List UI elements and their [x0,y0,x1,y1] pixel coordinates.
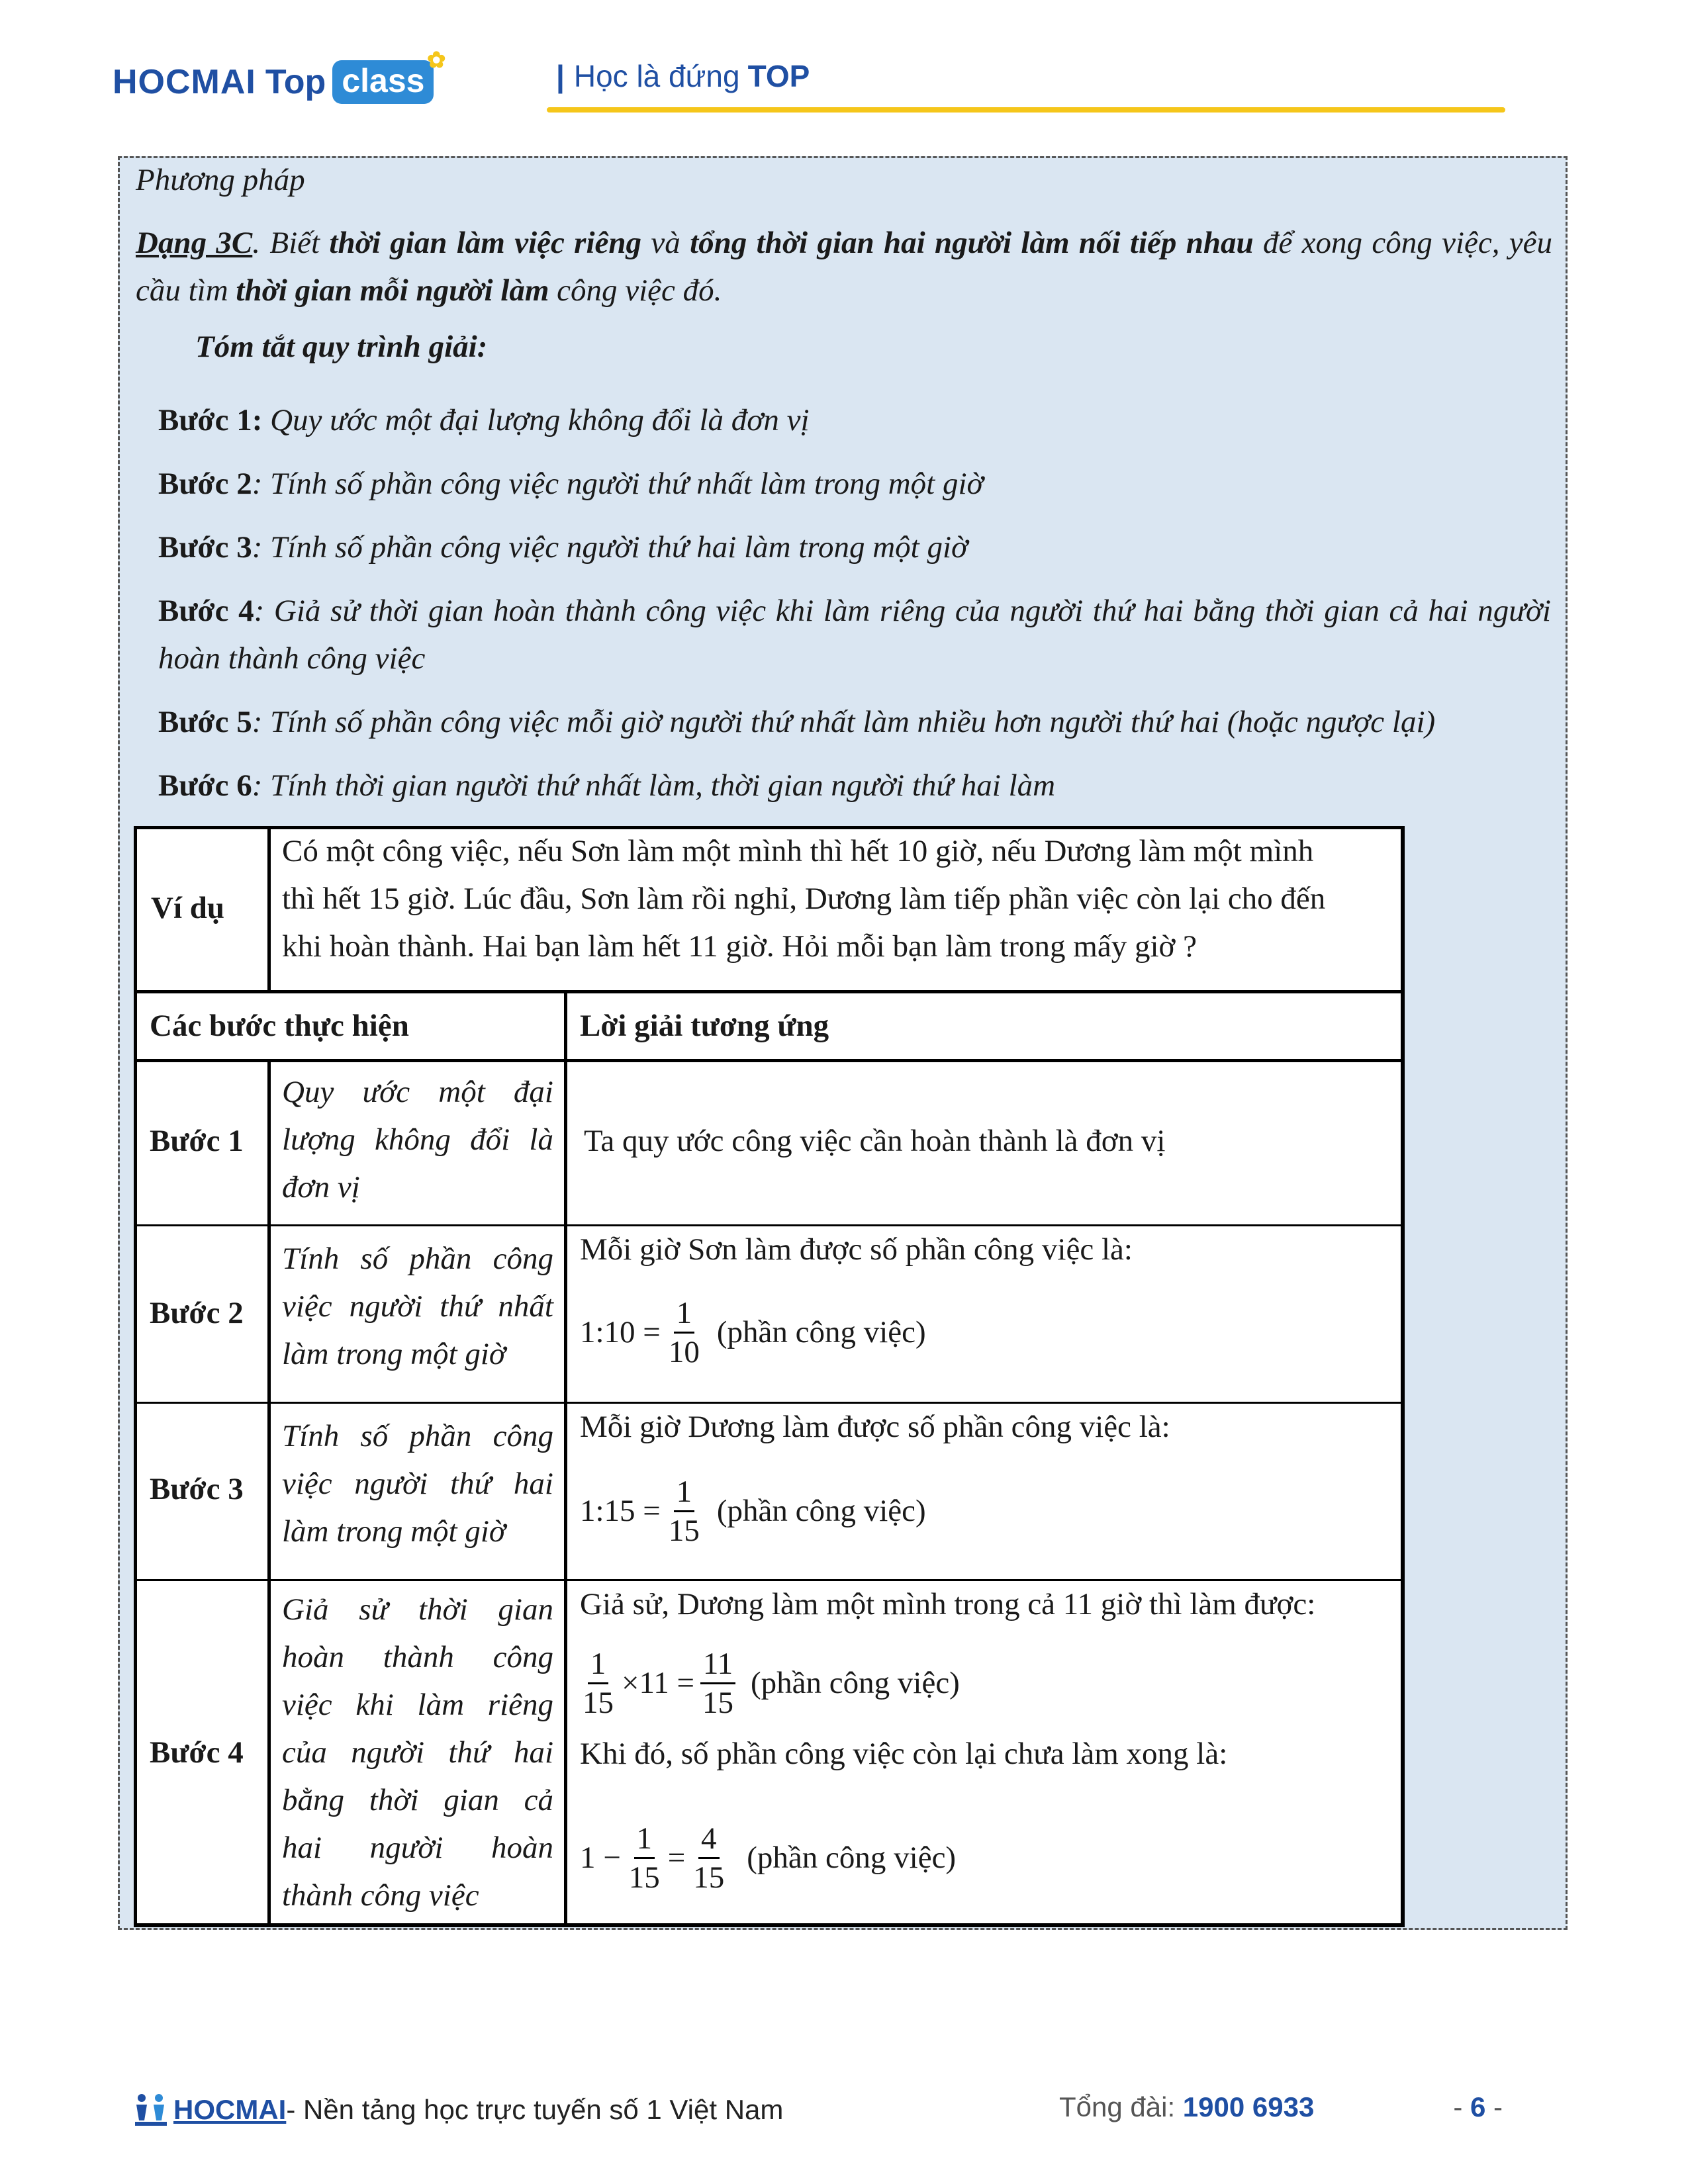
step-text: : Giả sử thời gian hoàn thành công việc khi làm riêng của người thứ hai bằng thời gian cả hai người hoàn thành công việc [158,594,1551,676]
fraction-numerator: 1 [674,1473,695,1512]
fraction [580,1645,616,1721]
table-border [134,990,1405,993]
unit-text: (phần công việc) [751,1666,960,1700]
fraction-denominator: 15 [583,1685,614,1720]
dang-text: và [641,226,690,260]
example-line: thì hết 15 giờ. Lúc đầu, Sơn làm rồi nghỉ, Dương làm tiếp phần việc còn lại cho đến [282,882,1326,916]
row2-solution-intro: Mỗi giờ Sơn làm được số phần công việc là: [580,1232,1133,1267]
footer-hotline [1059,2091,1314,2123]
step-text: Quy ước một đại lượng không đổi là đơn vị [262,403,810,437]
summary-title: Tóm tắt quy trình giải: [195,330,488,364]
fraction [666,1295,702,1371]
row4-solution-mid: Khi đó, số phần công việc còn lại chưa làm xong là: [580,1737,1228,1771]
row3-expression [580,1468,926,1554]
fraction [626,1820,663,1896]
step-line-4 [158,587,1551,682]
footer-brand[interactable]: HOCMAI [173,2094,287,2125]
table-border [267,826,271,993]
fraction-denominator: 15 [693,1860,725,1895]
fraction-numerator: 1 [674,1295,695,1334]
desc-line: Tính số phần công [282,1419,553,1453]
page-number [1453,2091,1503,2123]
fraction-numerator: 1 [634,1820,655,1859]
desc-line: bằng thời gian cả [282,1783,553,1817]
step-line-3 [158,523,1551,571]
desc-line: làm trong một giờ [282,1514,506,1549]
row4-step: Bước 4 [150,1735,244,1770]
hocmai-topclass-logo [113,48,446,109]
step-label: Bước 4 [158,594,254,628]
fraction-numerator: 4 [698,1820,720,1859]
tagline-prefix: Học là đứng [573,59,740,93]
tagline-emphasis: TOP [747,59,810,93]
row3-solution-intro: Mỗi giờ Dương làm được số phần công việc là: [580,1410,1170,1444]
page-prefix: - [1453,2091,1470,2122]
fraction [700,1645,736,1721]
expr-text: = [667,1841,686,1875]
dang-text: . Biết [252,226,330,260]
example-table [134,826,1405,1927]
table-border [1401,826,1405,1927]
step-text: : Tính số phần công việc người thứ hai làm trong một giờ [252,530,968,565]
fraction [690,1820,727,1896]
desc-line: làm trong một giờ [282,1337,506,1371]
expr-text: 1:10 = [580,1315,661,1349]
example-label: Ví dụ [151,891,225,925]
fraction-denominator: 15 [628,1860,660,1895]
row4-solution-intro: Giả sử, Dương làm một mình trong cả 11 giờ thì làm được: [580,1587,1316,1621]
desc-line: của người thứ hai [282,1735,553,1770]
example-line: khi hoàn thành. Hai bạn làm hết 11 giờ. Hỏi mỗi bạn làm trong mấy giờ ? [282,929,1197,964]
dang-description [136,219,1552,314]
hotline-number: 1900 6933 [1182,2091,1315,2122]
logo-class-badge [332,48,446,104]
star-icon: ✿ [426,48,446,73]
header-solution: Lời giải tương ứng [580,1009,829,1043]
row1-solution: Ta quy ước công việc cần hoàn thành là đơn vị [584,1124,1166,1158]
step-label: Bước 1: [158,403,263,437]
footer-brand-line [132,2091,783,2128]
step-text: : Tính số phần công việc mỗi giờ người thứ nhất làm nhiều hơn người thứ hai (hoặc ngược lại) [252,705,1436,739]
step-line-6 [158,762,1551,809]
step-line-5 [158,698,1551,746]
row4-description [282,1586,553,1919]
row4-expression-1 [580,1640,960,1726]
table-border [134,1059,1405,1062]
step-label: Bước 5 [158,705,252,739]
row1-description [282,1068,553,1211]
footer-slogan: - Nền tảng học trực tuyến số 1 Việt Nam [286,2094,784,2125]
dang-label: Dạng 3C [136,226,253,260]
row3-step: Bước 3 [150,1472,244,1506]
dang-bold: thời gian làm việc riêng [329,226,642,260]
fraction-denominator: 15 [668,1513,700,1548]
desc-line: lượng không đổi là [282,1122,553,1157]
row4-expression-2 [580,1815,956,1901]
desc-line: việc người thứ hai [282,1467,553,1501]
unit-text: (phần công việc) [716,1315,926,1349]
table-border [134,1923,1405,1927]
unit-text: (phần công việc) [716,1494,926,1528]
step-text: : Tính thời gian người thứ nhất làm, thời gian người thứ hai làm [252,768,1056,803]
step-label: Bước 6 [158,768,252,803]
logo-top-text: Top [265,63,326,101]
dang-bold: tổng thời gian hai người làm nối tiếp nhau [690,226,1254,260]
table-border [267,1060,271,1927]
header-steps: Các bước thực hiện [150,1009,409,1043]
unit-text: (phần công việc) [747,1841,957,1875]
table-border [134,826,137,1927]
hotline-label: Tổng đài: [1059,2091,1183,2122]
dang-text: công việc đó. [549,273,722,308]
expr-text: 1 − [580,1841,621,1875]
header-tagline [556,58,810,94]
desc-line: Giả sử thời gian [282,1592,553,1627]
row1-step: Bước 1 [150,1124,244,1158]
desc-line: thành công việc [282,1878,479,1913]
example-line: Có một công việc, nếu Sơn làm một mình thì hết 10 giờ, nếu Dương làm một mình [282,834,1314,868]
step-line-1 [158,396,1551,444]
logo-hocmai-text: HOCMAI [113,63,256,101]
step-line-2 [158,460,1551,508]
page-suffix: - [1485,2091,1503,2122]
row2-description [282,1235,553,1378]
row2-expression [580,1289,926,1375]
desc-line: hai người hoàn [282,1831,553,1865]
method-label: Phương pháp [136,163,305,197]
expr-text: 1:15 = [580,1494,661,1528]
fraction [666,1473,702,1549]
step-text: : Tính số phần công việc người thứ nhất làm trong một giờ [252,467,984,501]
step-label: Bước 2 [158,467,252,501]
desc-line: việc người thứ nhất [282,1289,553,1324]
desc-line: đơn vị [282,1170,360,1205]
desc-line: Tính số phần công [282,1242,553,1276]
header-underline [547,107,1505,113]
row2-step: Bước 2 [150,1296,244,1330]
expr-text: ×11 = [622,1666,695,1700]
fraction-numerator: 11 [700,1645,735,1684]
fraction-numerator: 1 [588,1645,609,1684]
tagline-divider: | [556,59,565,93]
row3-description [282,1412,553,1555]
desc-line: Quy ước một đại [282,1075,553,1109]
dang-text: để xong công việc, yêu cầu tìm [136,226,1553,308]
page-value: 6 [1470,2091,1486,2122]
desc-line: hoàn thành công [282,1640,553,1674]
fraction-denominator: 15 [702,1685,734,1720]
fraction-denominator: 10 [668,1334,700,1369]
step-label: Bước 3 [158,530,252,565]
example-text [282,827,1394,970]
dang-bold: thời gian mỗi người làm [236,273,549,308]
table-border [564,993,567,1927]
hocmai-people-icon [132,2091,169,2128]
desc-line: việc khi làm riêng [282,1688,553,1722]
logo-class-text: class [342,62,425,99]
